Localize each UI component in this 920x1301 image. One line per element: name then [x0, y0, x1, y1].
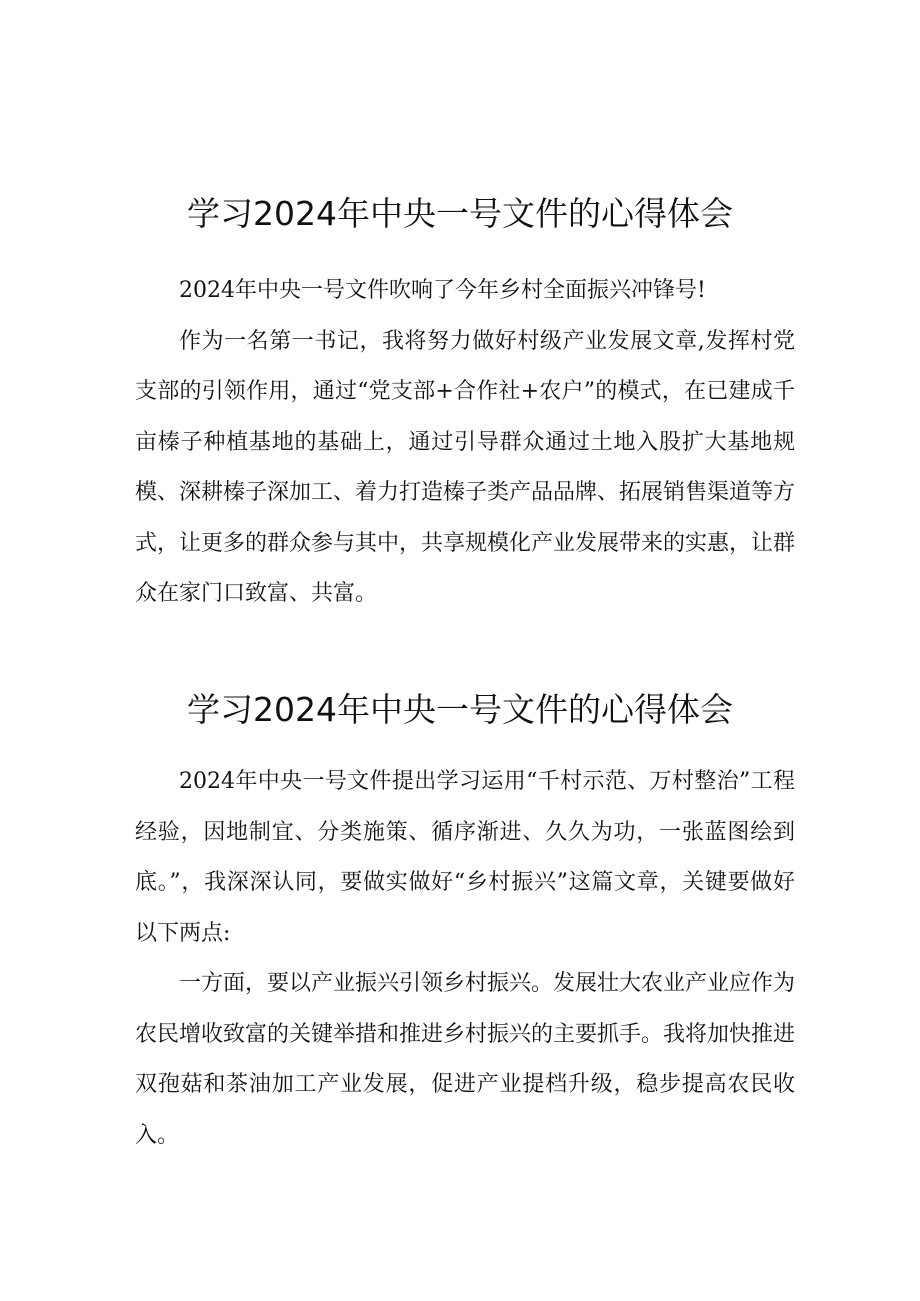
article-2-title: 学习2024年中央一号文件的心得体会: [187, 690, 733, 730]
article-1-paragraph-2: 作为一名第一书记，我将努力做好村级产业发展文章,发挥村党支部的引领作用，通过“党支部+合作社+农户”的模式，在已建成千亩榛子种植基地的基础上，通过引导群众通过土地入股扩大基地规模、深耕榛子深加工、着力打造榛子类产品品牌、拓展销售渠道等方式，让更多的群众参与其中，共享规模化产业发展带来的实惠，让群众在家门口致富、共富。: [135, 328, 796, 606]
article-2-paragraph-2: 一方面，要以产业振兴引领乡村振兴。发展壮大农业产业应作为农民增收致富的关键举措和推进乡村振兴的主要抓手。我将加快推进双孢菇和茶油加工产业发展，促进产业提档升级，稳步提高农民收入。: [135, 971, 796, 1148]
article-1-title: 学习2024年中央一号文件的心得体会: [187, 194, 733, 234]
article-1-paragraph-1: 2024年中央一号文件吹响了今年乡村全面振兴冲锋号!: [179, 278, 706, 303]
article-1-body: [135, 266, 795, 620]
article-2-paragraph-1: 2024年中央一号文件提出学习运用“千村示范、万村整治”工程经验，因地制宜、分类施策、循序渐进、久久为功，一张蓝图绘到底。”，我深深认同，要做实做好“乡村振兴”这篇文章，关键要做好以下两点:: [135, 769, 795, 946]
article-2-body: [135, 757, 795, 1161]
